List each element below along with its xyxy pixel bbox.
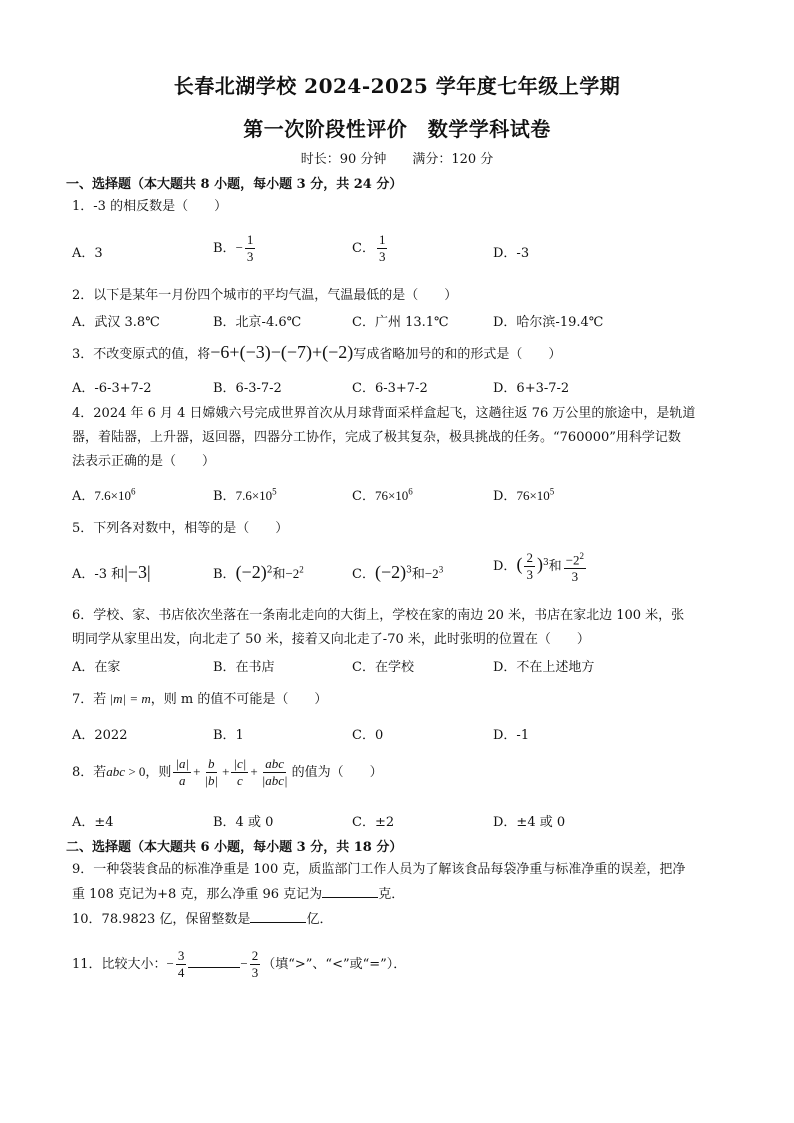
q4-option-d: D．$76\times 10^5$ (493, 486, 555, 504)
q8-option-d: D．±4 或 0 (493, 815, 566, 830)
question-1-stem: 1．-3 的相反数是（ ） (72, 199, 228, 214)
q7-equation: |m| = m (106, 691, 151, 706)
section-2-heading: 二、选择题（本大题共 6 小题，每小题 3 分，共 18 分） (66, 840, 403, 855)
question-4-line3: 法表示正确的是（ ） (72, 454, 216, 469)
q1-option-b-label: B． (213, 241, 236, 256)
answer-blank[interactable] (322, 883, 378, 898)
question-6-line2: 明同学从家里出发，向北走了 50 米，接着又向北走了-70 米，此时张明的位置在（ ） (72, 632, 590, 647)
exam-info: 时长：90 分钟 满分：120 分 (300, 152, 494, 167)
q1-option-b: B．− $\frac{1}{3}$ (213, 232, 254, 264)
q6-option-c: C．在学校 (352, 660, 414, 675)
q3-option-b: B．6-3-7-2 (213, 381, 282, 396)
question-7-stem: 7．若 |m| = m，则 m 的值不可能是（ ） (72, 691, 328, 707)
exam-title-line1: 长春北湖学校 2024-2025 学年度七年级上学期 (173, 74, 621, 98)
q5-option-c: C．$(-2)^3$和$-2^3$ (352, 562, 444, 582)
question-4-line1: 4．2024 年 6 月 4 日嫦娥六号完成世界首次从月球背面采样盒起飞，这趟往返 76 万公里的旅途中，是轨道 (72, 406, 696, 421)
question-11: 11．比较大小：− $\frac{3}{4}$ − $\frac{2}{3}$ （填“>”、“<”或“=”）． (72, 948, 407, 980)
fraction-one-third: $\frac{1}{3}$ (246, 232, 254, 264)
section-1-heading: 一、选择题（本大题共 8 小题，每小题 3 分，共 24 分） (66, 177, 403, 192)
q4-option-a: A．$7.6\times 10^6$ (72, 486, 136, 504)
q3-expression: −6+(−3)−(−7)+(−2) (210, 342, 354, 362)
q6-option-d: D．不在上述地方 (493, 660, 595, 675)
q5-option-a: A．-3 和|−3| (72, 562, 151, 582)
q4-option-b: B．$7.6\times 10^5$ (213, 486, 277, 504)
q1-option-c (352, 232, 389, 265)
q5-option-b: B．$(-2)^2$和$-2^2$ (213, 562, 304, 582)
q8-option-c: C．±2 (352, 815, 395, 830)
answer-blank[interactable] (188, 953, 240, 968)
question-8-stem: 8．若abc > 0，则 $\frac{|a|}{a}$ + $\frac{b}{|b|}$ + $\frac{|c|}{c}$ + $\frac{\text{abc}}{\text{|abc|}}$ 的值为（ ） (72, 756, 383, 788)
question-9-line2: 重 108 克记为+8 克，那么净重 96 克记为 克． (72, 883, 404, 907)
question-10: 10．78.9823 亿，保留整数是 亿． (72, 908, 332, 932)
question-4-line2: 器，着陆器，上升器，返回器，四器分工协作，完成了极其复杂，极具挑战的任务。“760000”用科学记数 (72, 430, 681, 445)
q2-option-b: B．北京-4.6℃ (213, 315, 302, 330)
question-9-line1: 9．一种袋装食品的标准净重是 100 克，质监部门工作人员为了解该食品每袋净重与标准净重的误差，把净 (72, 862, 686, 877)
exam-title-line2: 第一次阶段性评价 数学学科试卷 (243, 117, 551, 141)
q7-option-d: D．-1 (493, 728, 530, 743)
q2-option-c: C．广州 13.1℃ (352, 315, 449, 330)
q5-option-d: D．( $\frac{2}{3}$ )$^3$和 $\frac{-2^2}{3}$ (493, 548, 588, 585)
q8-option-a: A．±4 (72, 815, 114, 830)
q1-option-a: A．3 (72, 246, 103, 261)
q8-option-b: B．4 或 0 (213, 815, 274, 830)
question-2-stem: 2．以下是某年一月份四个城市的平均气温，气温最低的是（ ） (72, 288, 458, 303)
q2-option-a: A．武汉 3.8℃ (72, 315, 160, 330)
q4-option-c: C．$76\times 10^6$ (352, 486, 413, 504)
question-6-line1: 6．学校、家、书店依次坐落在一条南北走向的大街上，学校在家的南边 20 米，书店在家北边 100 米，张 (72, 608, 685, 623)
q1-option-d: D．-3 (493, 246, 530, 261)
q3-option-c: C．6-3+7-2 (352, 381, 428, 396)
q2-option-d: D．哈尔滨-19.4℃ (493, 315, 604, 330)
q1-option-c-label: C． (352, 241, 375, 256)
q6-option-a: A．在家 (72, 660, 121, 675)
question-3-stem: 3．不改变原式的值，将−6+(−3)−(−7)+(−2)写成省略加号的和的形式是（ ） (72, 342, 562, 362)
question-5-stem: 5．下列各对数中，相等的是（ ） (72, 521, 289, 536)
q7-option-c: C．0 (352, 728, 384, 743)
fraction-one-third: $\frac{1}{3}$ (378, 232, 386, 264)
q7-option-b: B．1 (213, 728, 244, 743)
q3-option-d: D．6+3-7-2 (493, 381, 570, 396)
q8-condition: abc (106, 764, 126, 779)
q6-option-b: B．在书店 (213, 660, 275, 675)
answer-blank[interactable] (250, 908, 306, 923)
q3-option-a: A．-6-3+7-2 (72, 381, 152, 396)
q7-option-a: A．2022 (72, 728, 128, 743)
